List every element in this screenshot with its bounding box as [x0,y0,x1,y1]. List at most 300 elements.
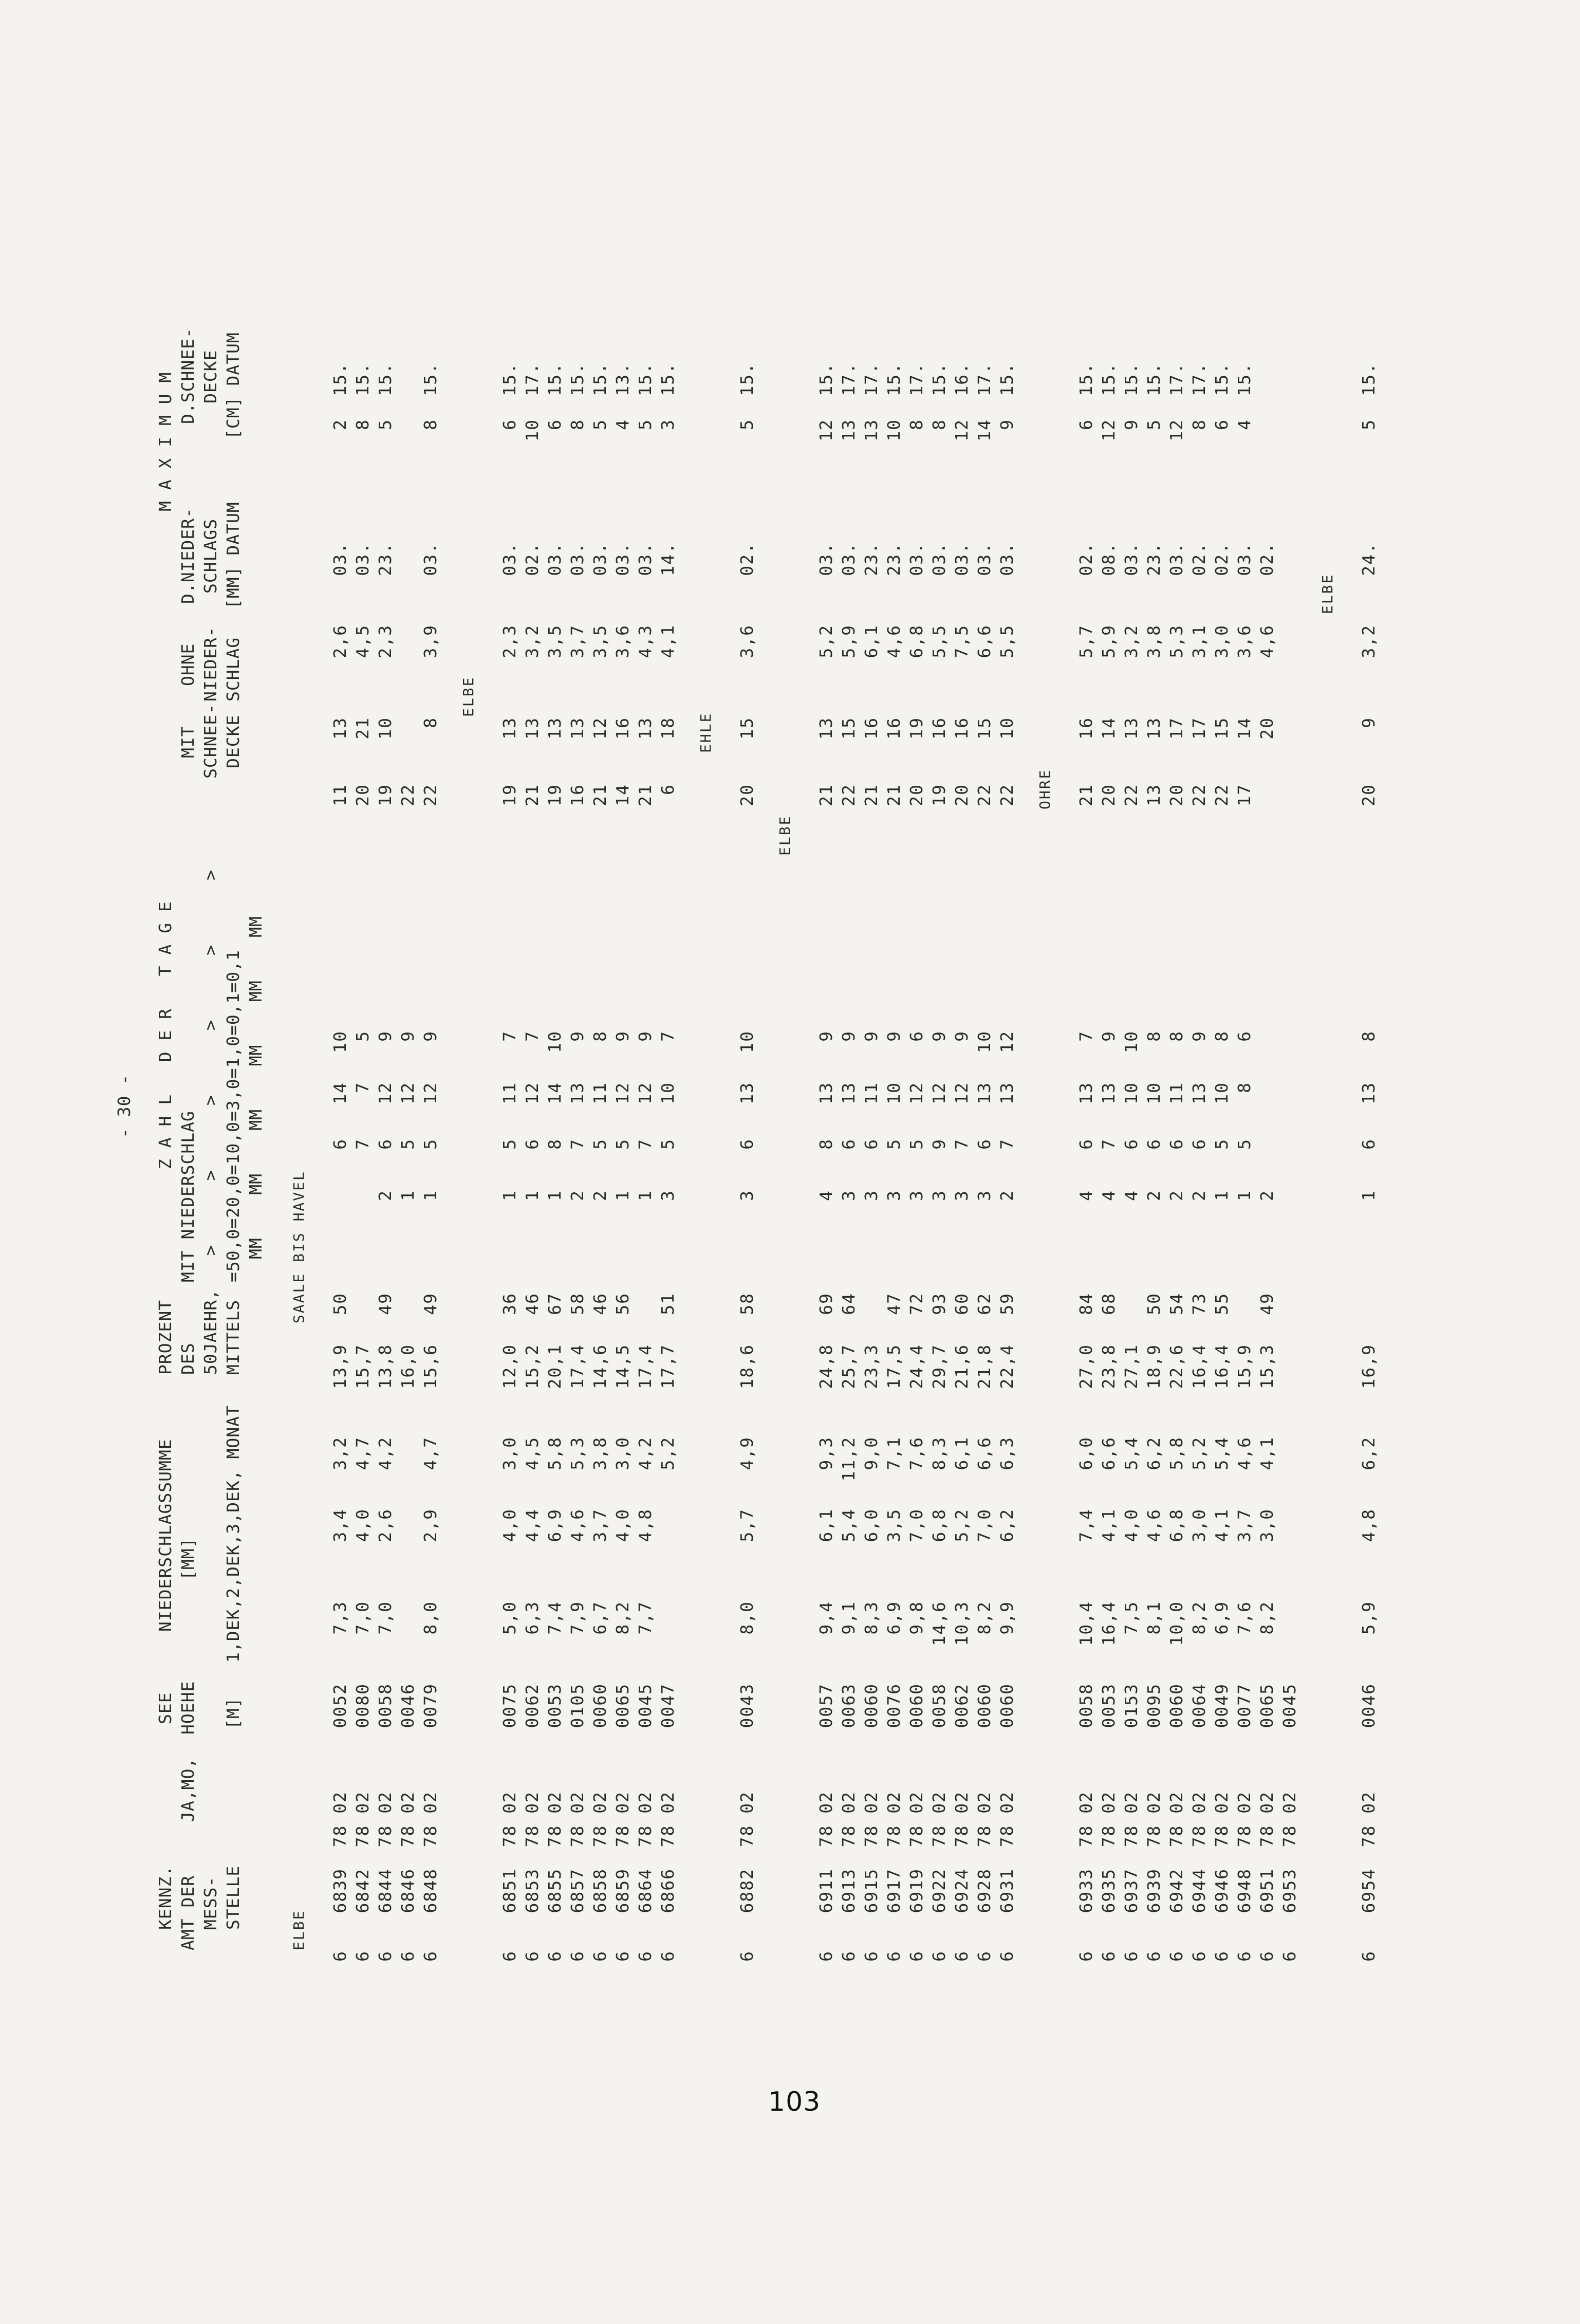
cell-see-hoehe: 0045 [635,1683,655,1728]
cell-dek1: 8,2 [612,1601,633,1635]
cell-gt10: 7 [352,1138,373,1150]
cell-amt: 6 [658,1950,678,1962]
header-kennz-1: KENNZ. [155,1865,175,1930]
cell-schnee: 17 [1234,784,1254,806]
cell-kennz: 6935 [1099,1868,1119,1913]
cell-dek3: 5,8 [545,1436,565,1470]
cell-ohne: 21 [352,717,373,740]
cell-ja-mo: 78 02 [398,1791,418,1848]
section-sublabel: EHLE [697,712,714,753]
cell-see-hoehe: 0065 [612,1683,633,1728]
cell-amt: 6 [816,1950,836,1962]
table-row [498,121,521,1971]
header-jamo: JA,MO, [178,1757,198,1822]
cell-max-schnee-datum: 15. [567,362,587,396]
cell-kennz: 6933 [1076,1868,1096,1913]
cell-gt3: 13 [567,1082,587,1104]
cell-gt1: 7 [658,1030,678,1042]
cell-max-schnee-datum: 15. [816,362,836,396]
table-row [1256,121,1278,1971]
cell-dek2: 4,1 [1099,1508,1119,1542]
cell-dek3: 6,2 [1144,1436,1164,1470]
cell-dek1: 5,0 [499,1601,519,1635]
cell-gt3: 11 [1166,1082,1186,1104]
table-row [329,121,351,1971]
cell-max-nied-datum: 03. [839,542,859,576]
cell-ja-mo: 78 02 [952,1791,972,1848]
cell-ohne: 17 [1166,717,1186,740]
cell-ja-mo: 78 02 [997,1791,1017,1848]
cell-prozent: 50 [1144,1293,1164,1315]
table-row [1358,121,1380,1971]
cell-dek2: 6,2 [997,1508,1017,1542]
cell-gt3: 13 [737,1082,757,1104]
cell-see-hoehe: 0053 [1099,1683,1119,1728]
cell-kennz: 6942 [1166,1868,1186,1913]
cell-monat: 16,0 [398,1344,418,1389]
cell-gt1: 9 [884,1030,904,1042]
cell-dek1: 7,3 [330,1601,350,1635]
cell-amt: 6 [1234,1950,1254,1962]
cell-max-schnee: 12 [952,419,972,441]
header-see-2: HOEHE [178,1681,198,1735]
cell-dek3: 6,0 [1076,1436,1096,1470]
cell-dek2: 6,8 [929,1508,949,1542]
cell-gt3: 13 [997,1082,1017,1104]
cell-see-hoehe: 0043 [737,1683,757,1728]
cell-dek3: 5,8 [1166,1436,1186,1470]
cell-monat: 16,4 [1212,1344,1232,1389]
cell-gt1: 10 [974,1030,994,1053]
cell-see-hoehe: 0060 [1166,1683,1186,1728]
cell-gt10: 5 [884,1138,904,1150]
cell-max-nied: 2,3 [499,624,519,658]
cell-gt10: 9 [929,1138,949,1150]
cell-max-schnee-datum: 17. [522,362,542,396]
cell-prozent: 69 [816,1293,836,1315]
cell-dek1: 9,8 [906,1601,926,1635]
cell-max-nied-datum: 03. [906,542,926,576]
cell-gt20: 2 [1166,1190,1186,1201]
cell-gt3: 7 [352,1082,373,1093]
cell-ohne: 13 [545,717,565,740]
cell-monat: 13,8 [375,1344,395,1389]
cell-dek1: 8,0 [737,1601,757,1635]
cell-dek2: 6,8 [1166,1508,1186,1542]
cell-gt1: 8 [1359,1030,1379,1042]
cell-max-nied: 3,6 [612,624,633,658]
cell-schnee: 21 [1076,784,1096,806]
cell-max-schnee: 10 [884,419,904,441]
cell-max-nied: 4,6 [884,624,904,658]
cell-gt3: 12 [929,1082,949,1104]
cell-dek3: 6,1 [952,1436,972,1470]
cell-max-schnee-datum: 17. [974,362,994,396]
cell-max-nied-datum: 02. [1189,542,1209,576]
cell-ja-mo: 78 02 [352,1791,373,1848]
cell-amt: 6 [839,1950,859,1962]
cell-dek2: 4,0 [612,1508,633,1542]
cell-gt3: 10 [1121,1082,1141,1104]
cell-gt20: 3 [906,1190,926,1201]
cell-gt3: 13 [974,1082,994,1104]
cell-kennz: 6848 [420,1868,440,1913]
cell-ohne: 15 [974,717,994,740]
header-zahl-title: Z A H L D E R T A G E [155,901,175,1169]
table-row [611,121,634,1971]
cell-see-hoehe: 0046 [398,1683,418,1728]
header-mit-nied: MIT NIEDERSCHLAG [178,1111,198,1282]
cell-dek1: 10,0 [1166,1601,1186,1646]
cell-amt: 6 [567,1950,587,1962]
header-ohne-2: NIEDER- [200,626,220,702]
cell-dek3: 7,1 [884,1436,904,1470]
cell-gt1: 8 [1212,1030,1232,1042]
cell-kennz: 6851 [499,1868,519,1913]
cell-monat: 29,7 [929,1344,949,1389]
cell-gt1: 9 [952,1030,972,1042]
cell-ja-mo: 78 02 [375,1791,395,1848]
cell-amt: 6 [1076,1950,1096,1962]
cell-max-nied: 4,1 [658,624,678,658]
cell-gt10: 6 [522,1138,542,1150]
cell-gt1: 6 [1234,1030,1254,1042]
cell-max-schnee-datum: 15. [545,362,565,396]
cell-kennz: 6951 [1257,1868,1277,1913]
cell-kennz: 6917 [884,1868,904,1913]
cell-amt: 6 [352,1950,373,1962]
header-prozent-2: DES [178,1342,198,1375]
cell-gt10: 6 [1121,1138,1141,1150]
cell-gt1: 6 [906,1030,926,1042]
cell-max-schnee-datum: 13. [612,362,633,396]
table-row [419,121,442,1971]
cell-max-nied-datum: 03. [1166,542,1186,576]
cell-dek3: 4,2 [635,1436,655,1470]
cell-schnee: 20 [1359,784,1379,806]
cell-schnee: 20 [1166,784,1186,806]
cell-dek3: 5,2 [1189,1436,1209,1470]
cell-schnee: 21 [861,784,881,806]
cell-gt20: 4 [816,1190,836,1201]
cell-monat: 20,1 [545,1344,565,1389]
cell-dek3: 6,6 [974,1436,994,1470]
cell-gt20: 2 [375,1190,395,1201]
cell-dek3: 9,3 [816,1436,836,1470]
cell-max-nied-datum: 14. [658,542,678,576]
cell-kennz: 6882 [737,1868,757,1913]
cell-schnee: 20 [737,784,757,806]
cell-ja-mo: 78 02 [545,1791,565,1848]
cell-schnee: 21 [816,784,836,806]
cell-monat: 15,2 [522,1344,542,1389]
cell-kennz: 6866 [658,1868,678,1913]
cell-gt20: 3 [974,1190,994,1201]
cell-max-schnee: 6 [499,419,519,430]
cell-amt: 6 [545,1950,565,1962]
cell-gt3: 12 [522,1082,542,1104]
cell-dek2: 5,2 [952,1508,972,1542]
cell-max-nied-datum: 03. [635,542,655,576]
cell-see-hoehe: 0058 [1076,1683,1096,1728]
cell-amt: 6 [398,1950,418,1962]
cell-max-schnee: 5 [737,419,757,430]
table-row [996,121,1018,1971]
cell-max-schnee: 8 [420,419,440,430]
cell-gt10: 6 [861,1138,881,1150]
cell-ja-mo: 78 02 [1279,1791,1299,1848]
cell-gt10: 5 [499,1138,519,1150]
cell-gt3: 12 [420,1082,440,1104]
cell-gt10: 8 [816,1138,836,1150]
cell-max-nied-datum: 02. [522,542,542,576]
cell-dek1: 7,4 [545,1601,565,1635]
cell-dek1: 9,4 [816,1601,836,1635]
cell-dek2: 3,5 [884,1508,904,1542]
cell-dek2: 2,9 [420,1508,440,1542]
table-row [1143,121,1165,1971]
cell-amt: 6 [1166,1950,1186,1962]
cell-dek3: 4,7 [420,1436,440,1470]
cell-max-schnee: 4 [1234,419,1254,430]
header-kennz-3: MESS- [200,1876,220,1930]
table-row [838,121,860,1971]
table-row [860,121,883,1971]
cell-max-schnee: 5 [375,419,395,430]
cell-max-nied-datum: 03. [590,542,610,576]
cell-max-schnee-datum: 15. [929,362,949,396]
header-nied-cols: 1,DEK,2,DEK,3,DEK, MONAT [223,1405,243,1663]
cell-gt20: 3 [884,1190,904,1201]
cell-ja-mo: 78 02 [590,1791,610,1848]
cell-monat: 18,6 [737,1344,757,1389]
cell-gt10: 6 [1359,1138,1379,1150]
cell-ohne: 13 [330,717,350,740]
table-row [397,121,419,1971]
cell-max-schnee: 6 [1076,419,1096,430]
cell-dek1: 9,1 [839,1601,859,1635]
cell-gt3: 10 [884,1082,904,1104]
cell-schnee: 20 [1099,784,1119,806]
header-ohne-3: SCHLAG [223,637,243,702]
cell-max-schnee-datum: 15. [1212,362,1232,396]
cell-max-nied-datum: 03. [612,542,633,576]
cell-ohne: 12 [590,717,610,740]
cell-prozent: 56 [612,1293,633,1315]
cell-max-nied: 6,1 [861,624,881,658]
cell-see-hoehe: 0046 [1359,1683,1379,1728]
cell-monat: 14,6 [590,1344,610,1389]
cell-ja-mo: 78 02 [1212,1791,1232,1848]
cell-gt3: 11 [590,1082,610,1104]
cell-ja-mo: 78 02 [1189,1791,1209,1848]
cell-see-hoehe: 0060 [997,1683,1017,1728]
cell-monat: 22,6 [1166,1344,1186,1389]
cell-ohne: 10 [375,717,395,740]
cell-prozent: 73 [1189,1293,1209,1315]
cell-prozent: 93 [929,1293,949,1315]
cell-dek1: 7,5 [1121,1601,1141,1635]
cell-max-schnee-datum: 15. [1121,362,1141,396]
cell-gt1: 8 [590,1030,610,1042]
cell-gt1: 10 [737,1030,757,1053]
cell-amt: 6 [522,1950,542,1962]
cell-gt3: 12 [635,1082,655,1104]
cell-dek2: 7,0 [974,1508,994,1542]
cell-gt3: 14 [545,1082,565,1104]
cell-ohne: 16 [1076,717,1096,740]
cell-max-schnee-datum: 17. [839,362,859,396]
cell-dek1: 7,9 [567,1601,587,1635]
cell-gt1: 8 [1144,1030,1164,1042]
cell-gt10: 6 [1189,1138,1209,1150]
cell-ohne: 18 [658,717,678,740]
cell-max-schnee-datum: 15. [499,362,519,396]
cell-amt: 6 [420,1950,440,1962]
table-row [566,121,589,1971]
cell-max-nied: 3,6 [737,624,757,658]
cell-schnee: 19 [499,784,519,806]
cell-dek3: 4,2 [375,1436,395,1470]
cell-prozent: 49 [375,1293,395,1315]
cell-gt3: 13 [1099,1082,1119,1104]
cell-monat: 16,4 [1189,1344,1209,1389]
cell-see-hoehe: 0077 [1234,1683,1254,1728]
cell-kennz: 6954 [1359,1868,1379,1913]
cell-gt3: 12 [398,1082,418,1104]
cell-max-nied: 6,6 [974,624,994,658]
cell-dek1: 8,2 [974,1601,994,1635]
cell-max-nied: 3,6 [1234,624,1254,658]
cell-gt3: 10 [1212,1082,1232,1104]
cell-gt10: 7 [1099,1138,1119,1150]
cell-max-schnee-datum: 17. [1166,362,1186,396]
cell-dek2: 4,8 [1359,1508,1379,1542]
cell-dek2: 4,4 [522,1508,542,1542]
header-prozent-1: PROZENT [155,1299,175,1375]
header-see-3: [M] [223,1697,243,1729]
cell-max-nied-datum: 03. [1234,542,1254,576]
cell-see-hoehe: 0047 [658,1683,678,1728]
cell-ja-mo: 78 02 [1234,1791,1254,1848]
cell-max-nied-datum: 03. [567,542,587,576]
cell-see-hoehe: 0076 [884,1683,904,1728]
cell-gt20: 1 [545,1190,565,1201]
cell-max-nied-datum: 23. [884,542,904,576]
cell-ja-mo: 78 02 [1257,1791,1277,1848]
cell-max-nied: 3,1 [1189,624,1209,658]
cell-dek1: 6,9 [884,1601,904,1635]
cell-max-nied: 3,5 [590,624,610,658]
cell-dek1: 7,6 [1234,1601,1254,1635]
cell-dek3: 4,9 [737,1436,757,1470]
cell-max-nied: 5,5 [929,624,949,658]
cell-max-nied-datum: 02. [737,542,757,576]
cell-kennz: 6931 [997,1868,1017,1913]
cell-ohne: 15 [839,717,859,740]
cell-gt1: 7 [1076,1030,1096,1042]
cell-prozent: 84 [1076,1293,1096,1315]
cell-gt3: 12 [375,1082,395,1104]
cell-ohne: 13 [1144,717,1164,740]
cell-monat: 17,4 [635,1344,655,1389]
cell-dek1: 9,9 [997,1601,1017,1635]
cell-amt: 6 [1257,1950,1277,1962]
cell-ja-mo: 78 02 [1166,1791,1186,1848]
cell-monat: 13,9 [330,1344,350,1389]
cell-ohne: 13 [635,717,655,740]
cell-max-nied-datum: 03. [1121,542,1141,576]
cell-ja-mo: 78 02 [612,1791,633,1848]
cell-ohne: 16 [612,717,633,740]
section-label: ELBE [290,1909,307,1950]
header-ohne-1: OHNE [178,643,198,686]
cell-max-nied-datum: 03. [997,542,1017,576]
header-see-1: SEE [155,1692,175,1724]
cell-max-schnee: 5 [590,419,610,430]
table-row [1098,121,1120,1971]
cell-max-schnee: 13 [839,419,859,441]
cell-max-nied-datum: 03. [974,542,994,576]
cell-max-schnee: 8 [1189,419,1209,430]
cell-dek2: 6,0 [861,1508,881,1542]
cell-max-schnee-datum: 15. [884,362,904,396]
cell-see-hoehe: 0065 [1257,1683,1277,1728]
cell-see-hoehe: 0060 [590,1683,610,1728]
cell-max-schnee: 14 [974,419,994,441]
table-row [374,121,397,1971]
cell-dek1: 5,9 [1359,1601,1379,1635]
cell-max-schnee-datum: 17. [1189,362,1209,396]
cell-see-hoehe: 0079 [420,1683,440,1728]
cell-prozent: 54 [1166,1293,1186,1315]
cell-monat: 17,4 [567,1344,587,1389]
cell-max-schnee-datum: 15. [375,362,395,396]
cell-gt10: 6 [330,1138,350,1150]
table-row [736,121,758,1971]
header-max-nied-3: [MM] DATUM [223,502,243,609]
cell-prozent: 49 [420,1293,440,1315]
cell-max-nied-datum: 08. [1099,542,1119,576]
cell-max-nied: 4,6 [1257,624,1277,658]
cell-max-schnee: 5 [635,419,655,430]
cell-gt20: 4 [1076,1190,1096,1201]
cell-max-schnee-datum: 16. [952,362,972,396]
cell-amt: 6 [375,1950,395,1962]
cell-dek3: 9,0 [861,1436,881,1470]
cell-gt1: 9 [1099,1030,1119,1042]
cell-amt: 6 [1121,1950,1141,1962]
cell-gt3: 11 [861,1082,881,1104]
cell-max-schnee-datum: 15. [590,362,610,396]
cell-max-nied: 2,6 [330,624,350,658]
cell-dek2: 4,6 [1144,1508,1164,1542]
cell-see-hoehe: 0053 [545,1683,565,1728]
cell-kennz: 6842 [352,1868,373,1913]
header-mit-3: DECKE [223,714,243,768]
cell-dek2: 4,0 [499,1508,519,1542]
cell-dek2: 5,4 [839,1508,859,1542]
cell-monat: 22,4 [997,1344,1017,1389]
cell-schnee: 22 [420,784,440,806]
cell-monat: 21,6 [952,1344,972,1389]
table-row [973,121,996,1971]
cell-max-schnee: 9 [997,419,1017,430]
table-row [634,121,657,1971]
cell-kennz: 6913 [839,1868,859,1913]
cell-dek3: 4,6 [1234,1436,1254,1470]
cell-max-schnee-datum: 15. [1144,362,1164,396]
